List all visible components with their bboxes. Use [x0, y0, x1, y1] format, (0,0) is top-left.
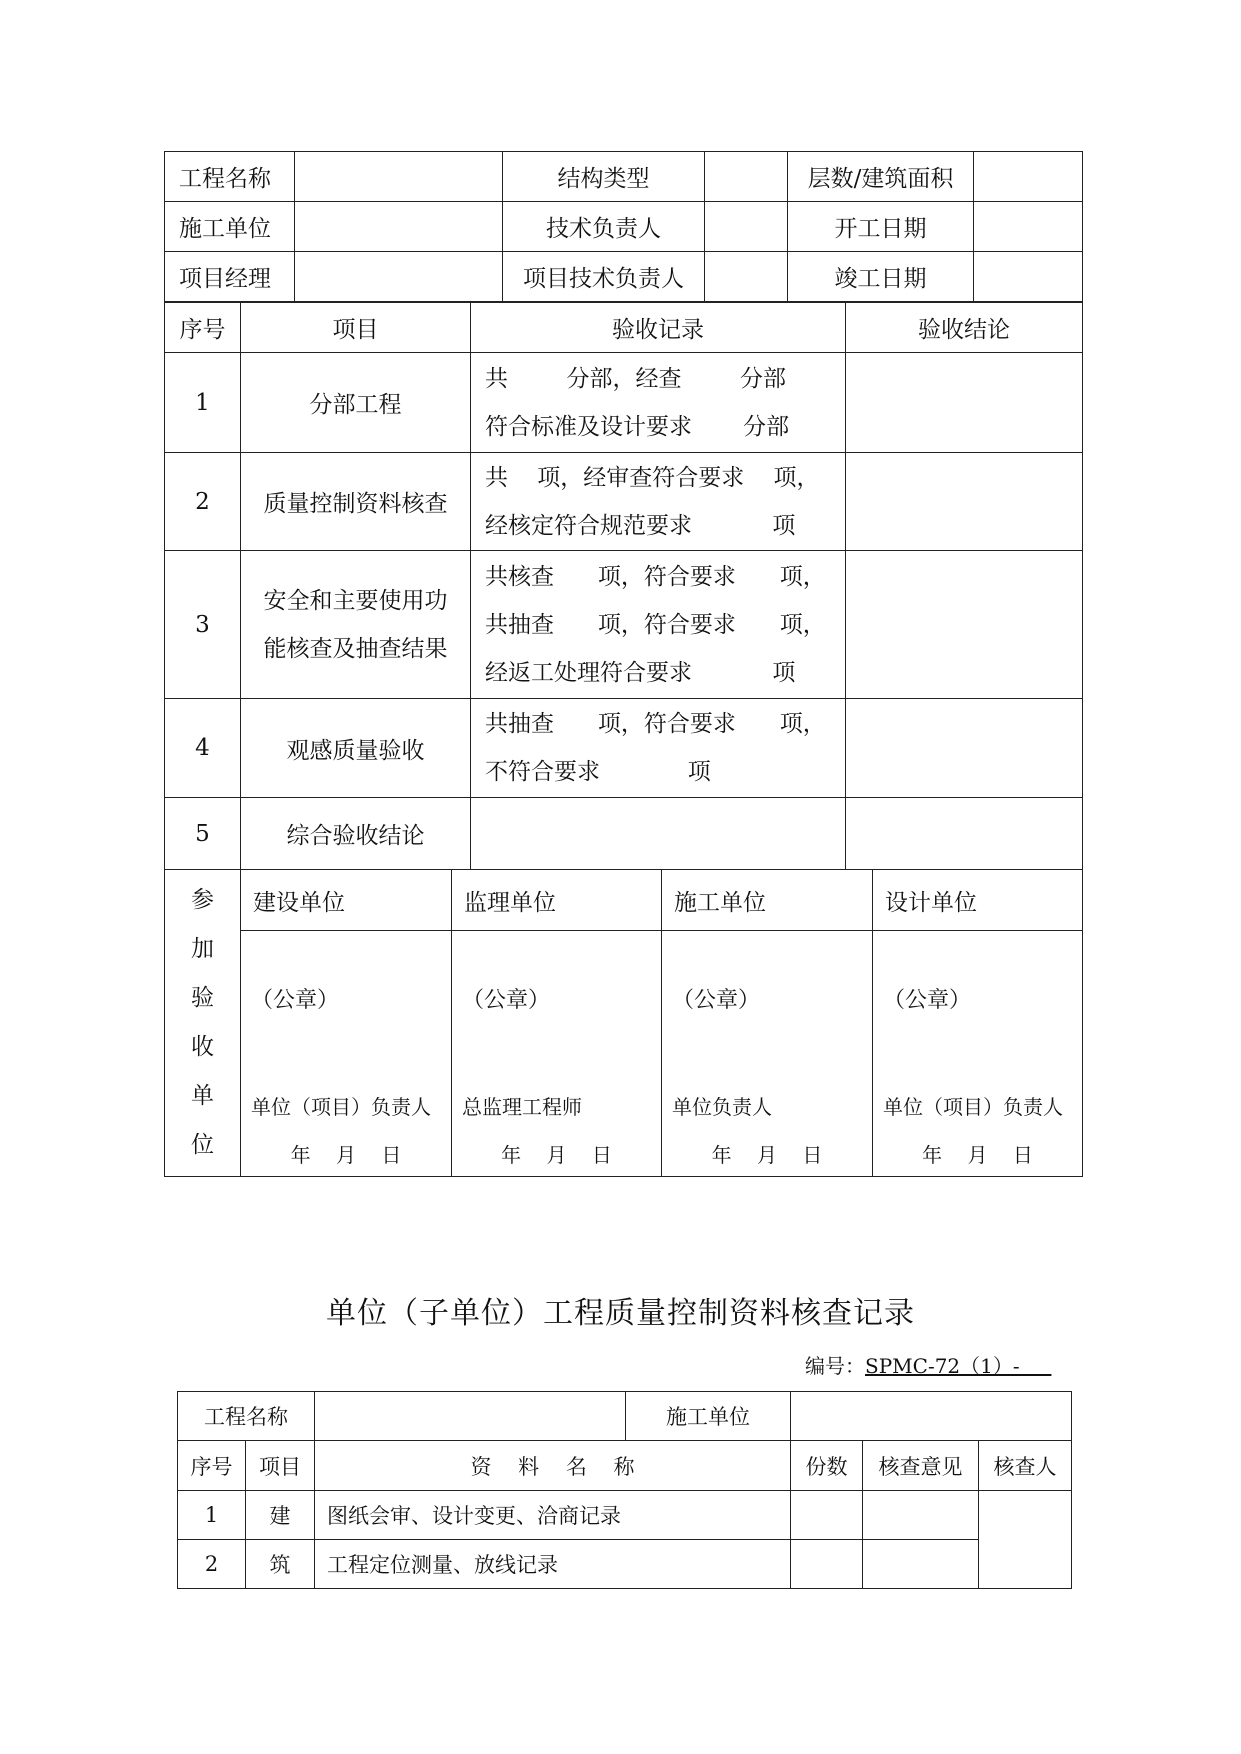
responsible-label: 单位（项目）负责人: [883, 1095, 1063, 1119]
value-project-manager[interactable]: [295, 252, 503, 302]
responsible-label: 单位负责人: [672, 1095, 772, 1119]
record-line: 共抽查 项，符合要求 项，: [485, 711, 826, 737]
table-row: [165, 353, 1083, 453]
value-project-name-2[interactable]: [315, 1392, 626, 1441]
signature-cell-owner[interactable]: [241, 931, 452, 1177]
label-project-tech-lead: 项目技术负责人: [503, 252, 705, 302]
row-doc: 工程定位测量、放线记录: [315, 1540, 791, 1589]
record-line: 经核定符合规范要求 项: [485, 512, 796, 539]
value-project-name[interactable]: [295, 152, 503, 202]
label-construction-unit: 施工单位: [165, 202, 295, 252]
seal-label: （公章）: [672, 988, 761, 1013]
row-no: 2: [178, 1540, 246, 1589]
unit-name-supervisor: 监理单位: [452, 870, 662, 931]
table-row: [178, 1491, 1072, 1540]
row-doc: 图纸会审、设计变更、洽商记录: [315, 1491, 791, 1540]
col-no-header-2: 序号: [178, 1441, 246, 1491]
date-label: 年 月 日: [501, 1143, 612, 1167]
record-line: 共抽查 项，符合要求 项，: [485, 611, 826, 638]
record-line: 经返工处理符合要求 项: [485, 659, 796, 686]
project-info-table: [164, 151, 1083, 302]
quality-control-table: [177, 1391, 1072, 1589]
row-no: 1: [165, 353, 241, 453]
label-construction-unit-2: 施工单位: [626, 1392, 791, 1441]
table-row: [165, 453, 1083, 551]
row-conclusion[interactable]: [846, 353, 1083, 453]
col-conclusion-header: 验收结论: [846, 303, 1083, 353]
row-copies[interactable]: [791, 1540, 863, 1589]
label-completion-date: 竣工日期: [788, 252, 974, 302]
row-no: 1: [178, 1491, 246, 1540]
label-tech-lead: 技术负责人: [503, 202, 705, 252]
value-tech-lead[interactable]: [705, 202, 788, 252]
date-label: 年 月 日: [922, 1143, 1033, 1167]
document-number-label: 编号：: [805, 1354, 865, 1378]
unit-name-designer: 设计单位: [873, 870, 1083, 931]
unit-name-contractor: 施工单位: [662, 870, 873, 931]
value-structure-type[interactable]: [705, 152, 788, 202]
responsible-label: 单位（项目）负责人: [251, 1095, 431, 1119]
participants-table: [164, 869, 1083, 1177]
label-project-manager: 项目经理: [165, 252, 295, 302]
table-row: [178, 1540, 1072, 1589]
row-conclusion[interactable]: [846, 551, 1083, 699]
row-conclusion[interactable]: [846, 699, 1083, 798]
col-no-header: 序号: [165, 303, 241, 353]
record-line: 共 项，经审查符合要求 项，: [485, 464, 820, 491]
seal-label: （公章）: [883, 988, 972, 1013]
label-structure-type: 结构类型: [503, 152, 705, 202]
row-record[interactable]: [471, 353, 846, 453]
document-number: [805, 1350, 1051, 1379]
row-item: 安全和主要使用功能核查及抽查结果: [241, 551, 471, 699]
row-item: 分部工程: [241, 353, 471, 453]
participants-side-label: 参 加 验 收 单 位: [165, 870, 241, 1177]
row-record[interactable]: [471, 551, 846, 699]
record-line: 共核查 项，符合要求 项，: [485, 563, 826, 590]
col-checker-header: 核查人: [979, 1441, 1072, 1491]
value-floors-area[interactable]: [974, 152, 1083, 202]
label-project-name: 工程名称: [165, 152, 295, 202]
seal-label: （公章）: [462, 988, 551, 1013]
table-row: [165, 551, 1083, 699]
value-completion-date[interactable]: [974, 252, 1083, 302]
row-conclusion[interactable]: [846, 453, 1083, 551]
row-item: 综合验收结论: [241, 798, 471, 870]
record-line: 符合标准及设计要求 分部: [485, 413, 790, 440]
date-label: 年 月 日: [711, 1143, 823, 1167]
col-doc-header: 资 料 名 称: [315, 1441, 791, 1491]
category-char: 筑: [246, 1540, 315, 1589]
row-conclusion[interactable]: [846, 798, 1083, 870]
col-copies-header: 份数: [791, 1441, 863, 1491]
responsible-label: 总监理工程师: [462, 1095, 582, 1119]
value-project-tech-lead[interactable]: [705, 252, 788, 302]
label-floors-area: 层数/建筑面积: [788, 152, 974, 202]
row-record[interactable]: [471, 453, 846, 551]
value-start-date[interactable]: [974, 202, 1083, 252]
row-no: 2: [165, 453, 241, 551]
date-label: 年 月 日: [290, 1143, 402, 1167]
label-start-date: 开工日期: [788, 202, 974, 252]
value-construction-unit[interactable]: [295, 202, 503, 252]
row-opinion[interactable]: [863, 1540, 979, 1589]
row-no: 5: [165, 798, 241, 870]
row-opinion[interactable]: [863, 1491, 979, 1540]
col-item-header-2: 项目: [246, 1441, 315, 1491]
col-item-header: 项目: [241, 303, 471, 353]
page-title: 单位（子单位）工程质量控制资料核查记录: [326, 1296, 915, 1331]
acceptance-table: [164, 302, 1083, 870]
category-char: 建: [246, 1491, 315, 1540]
unit-name-owner: 建设单位: [241, 870, 452, 931]
seal-label: （公章）: [251, 988, 340, 1013]
label-project-name-2: 工程名称: [178, 1392, 315, 1441]
row-no: 3: [165, 551, 241, 699]
row-copies[interactable]: [791, 1491, 863, 1540]
table-row: [165, 798, 1083, 870]
row-record[interactable]: [471, 699, 846, 798]
record-line: 共 分部，经查 分部: [485, 365, 786, 392]
document-number-value: SPMC-72（1）-: [865, 1354, 1052, 1378]
record-line: 不符合要求 项: [485, 759, 711, 785]
col-opinion-header: 核查意见: [863, 1441, 979, 1491]
row-no: 4: [165, 699, 241, 798]
row-checker[interactable]: [979, 1491, 1072, 1589]
signature-cell-designer[interactable]: [873, 931, 1083, 1177]
row-item: 观感质量验收: [241, 699, 471, 798]
table-row: [165, 699, 1083, 798]
signature-cell-supervisor[interactable]: [452, 931, 662, 1177]
signature-cell-contractor[interactable]: [662, 931, 873, 1177]
col-record-header: 验收记录: [471, 303, 846, 353]
value-construction-unit-2[interactable]: [791, 1392, 1072, 1441]
row-item: 质量控制资料核查: [241, 453, 471, 551]
row-record[interactable]: [471, 798, 846, 870]
